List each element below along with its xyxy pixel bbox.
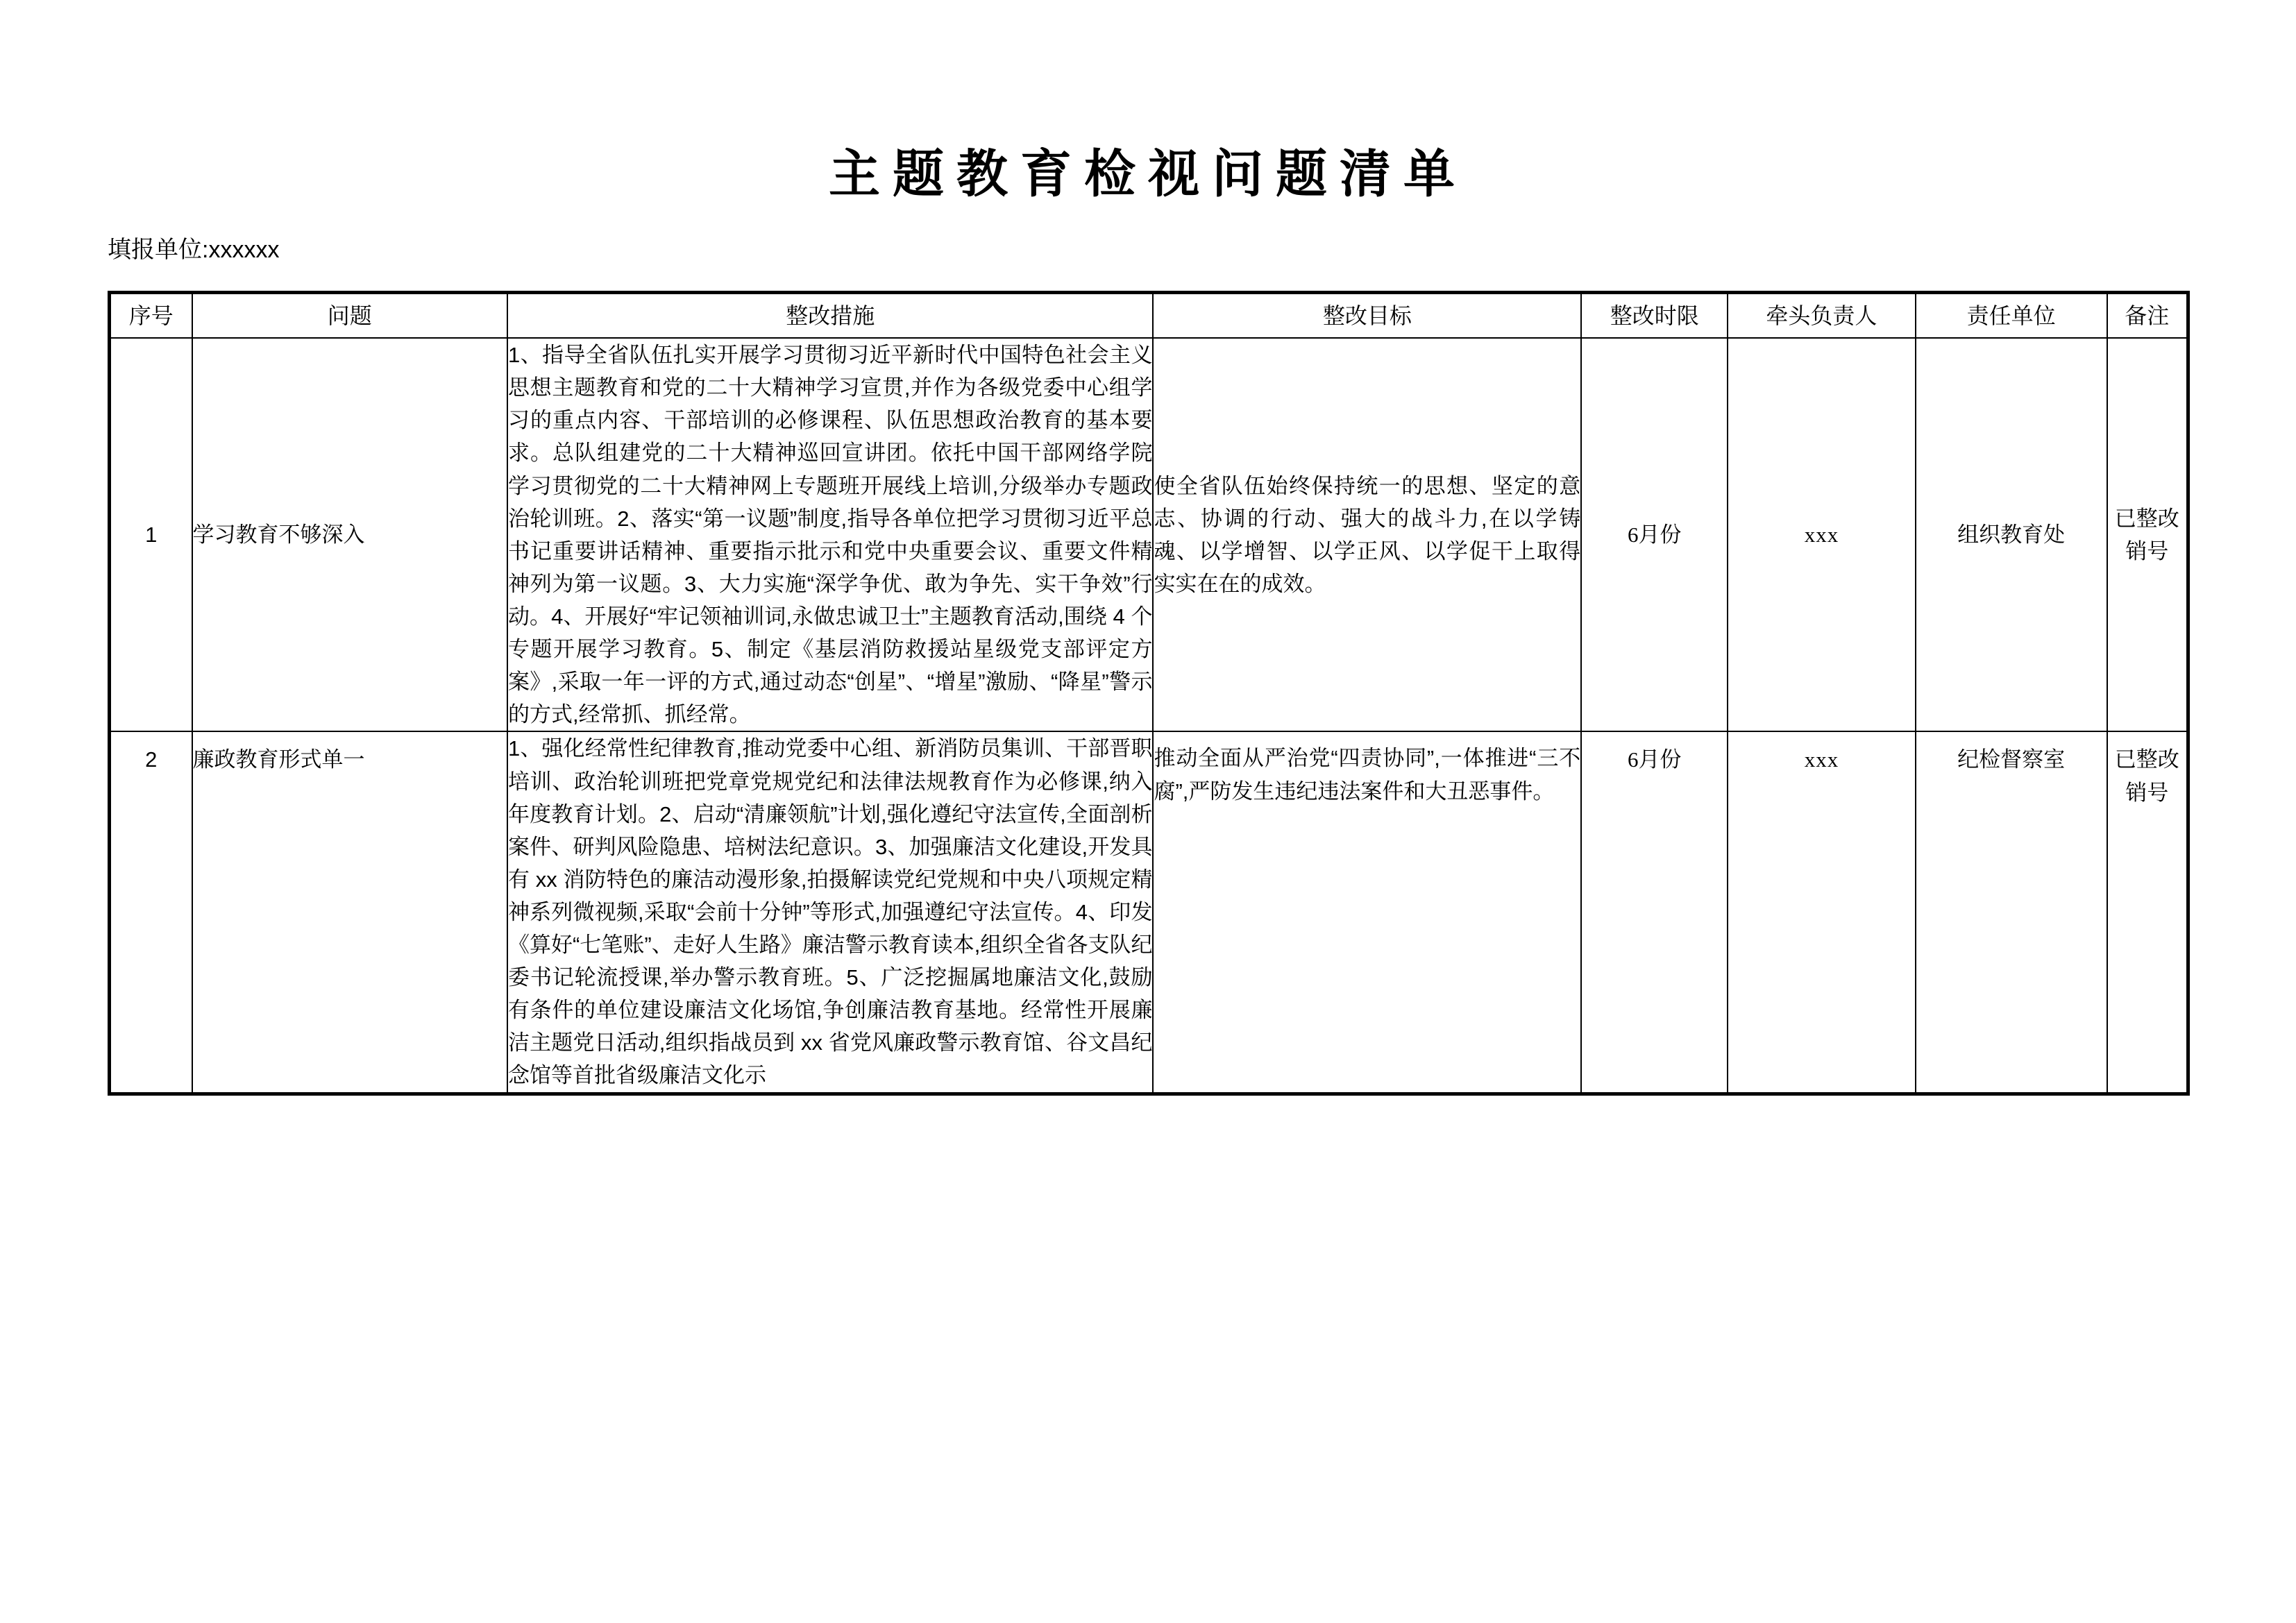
column-header-seq: 序号 [110, 293, 192, 339]
cell-deadline: 6月份 [1581, 338, 1728, 731]
cell-responsible-unit: 纪检督察室 [1916, 731, 2107, 1094]
cell-goal: 使全省队伍始终保持统一的思想、坚定的意志、协调的行动、强大的战斗力,在以学铸魂、以学增智、以学正风、以学促干上取得实实在在的成效。 [1153, 338, 1581, 731]
cell-seq: 2 [110, 731, 192, 1094]
cell-measures: 1、指导全省队伍扎实开展学习贯彻习近平新时代中国特色社会主义思想主题教育和党的二十大精神学习宣贯,并作为各级党委中心组学习的重点内容、干部培训的必修课程、队伍思想政治教育的基本要求。总队组建党的二十大精神巡回宣讲团。依托中国干部网络学院学习贯彻党的二十大精神网上专题班开展线上培训,分级举办专题政治轮训班。2、落实“第一议题”制度,指导各单位把学习贯彻习近平总书记重要讲话精神、重要指示批示和党中央重要会议、重要文件精神列为第一议题。3、大力实施“深学争优、敢为争先、实干争效”行动。4、开展好“牢记领袖训词,永做忠诚卫士”主题教育活动,围绕 4 个专题开展学习教育。5、制定《基层消防救援站星级党支部评定方案》,采取一年一评的方式,通过动态“创星”、“增星”激励、“降星”警示的方式,经常抓、抓经常。 [507, 338, 1154, 731]
table-container [108, 291, 2192, 1096]
table-row [110, 338, 2188, 731]
cell-lead-person: xxx [1728, 338, 1916, 731]
column-header-responsible-unit: 责任单位 [1916, 293, 2107, 339]
column-header-measures: 整改措施 [507, 293, 1154, 339]
page-title: 主题教育检视问题清单 [829, 145, 1467, 203]
cell-measures: 1、强化经常性纪律教育,推动党委中心组、新消防员集训、干部晋职培训、政治轮训班把党章党规党纪和法律法规教育作为必修课,纳入年度教育计划。2、启动“清廉领航”计划,强化遵纪守法宣传,全面剖析案件、研判风险隐患、培树法纪意识。3、加强廉洁文化建设,开发具有 xx 消防特色的廉洁动漫形象,拍摄解读党纪党规和中央八项规定精神系列微视频,采取“会前十分钟”等形式,加强遵纪守法宣传。4、印发《算好“七笔账”、走好人生路》廉洁警示教育读本,组织全省各支队纪委书记轮流授课,举办警示教育班。5、广泛挖掘属地廉洁文化,鼓励有条件的单位建设廉洁文化场馆,争创廉洁教育基地。经常性开展廉洁主题党日活动,组织指战员到 xx 省党风廉政警示教育馆、谷文昌纪念馆等首批省级廉洁文化示 [507, 731, 1154, 1094]
cell-problem: 学习教育不够深入 [192, 338, 507, 731]
table-header-row [110, 293, 2188, 339]
cell-responsible-unit: 组织教育处 [1916, 338, 2107, 731]
column-header-remarks: 备注 [2107, 293, 2188, 339]
column-header-lead-person: 牵头负责人 [1728, 293, 1916, 339]
cell-remarks: 已整改销号 [2107, 338, 2188, 731]
column-header-deadline: 整改时限 [1581, 293, 1728, 339]
cell-lead-person: xxx [1728, 731, 1916, 1094]
reporting-unit-label: 填报单位:xxxxxx [108, 236, 280, 263]
cell-problem: 廉政教育形式单一 [192, 731, 507, 1094]
cell-remarks: 已整改销号 [2107, 731, 2188, 1094]
cell-seq: 1 [110, 338, 192, 731]
cell-deadline: 6月份 [1581, 731, 1728, 1094]
problem-list-table [108, 291, 2190, 1096]
column-header-problem: 问题 [192, 293, 507, 339]
table-row [110, 731, 2188, 1094]
cell-goal: 推动全面从严治党“四责协同”,一体推进“三不腐”,严防发生违纪违法案件和大丑恶事件。 [1153, 731, 1581, 1094]
column-header-goal: 整改目标 [1153, 293, 1581, 339]
